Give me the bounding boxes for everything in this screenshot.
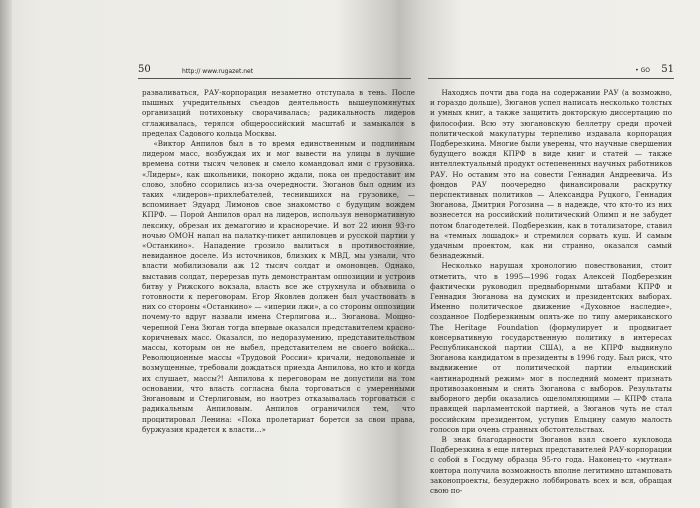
right-paragraph-3: В знак благодарности Зюганов взял своего кукловода Подберезкина в еще пятерых представителей РАУ-корпорации с собой в Госдуму образца 95-го года. Наконец-то «мутная» контора получила возможность вполне легитимно штамповать законопроекты, безудержно лоббировать всех и вся, обращая свою по- xyxy=(430,434,672,495)
right-page-text xyxy=(418,80,676,496)
left-paragraph-1: разваливаться, РАУ-корпорация незаметно отступала в тень. После пышных учредительных съездов деятельность вышеупомянутых организаций потихоньку сворачивалась; радикальность лидеров сглаживалась, терялся общероссийский масштаб и замыкался в пределах Садового кольца Москвы. xyxy=(142,88,415,138)
right-paragraph-1: Находясь почти два года на содержании РАУ (а возможно, и гораздо дольше), Зюганов успел написать несколько толстых и умных книг, а также защитить докторскую диссертацию по философии. Всю эту зюгановскую беллетру среди прочей политической макулатуры терпеливо издавала корпорация Подберезкина. Многие были уверены, что научные свершения будущего вождя КПРФ в виде книг и статей — также интеллектуальный продукт остепененных научных работников РАУ. Но оставим это на совести Геннадия Андреевича. Из фондов РАУ поочередно финансировали раскрутку перспективных политиков — Александра Руцкого, Геннадия Зюганова, Дмитрия Рогозина — в надежде, что кто-то из них вознесется на российский политический Олимп и не забудет потом благодетелей. Подберезкин, как в тотализаторе, ставил на «темных лошадок» и стремился сорвать куш. И самым удачным проектом, как ни странно, оказался самый безнадежный. xyxy=(430,88,672,261)
book-edge xyxy=(0,0,12,508)
left-paragraph-2: «Виктор Анпилов был в то время единственным и подлинным лидером масс, возбуждая их и мог вывести на улицы в лучшие времена сотни тысяч человек и смело командовал ими с грузовика. «Лидеры», как школьники, покорно ждали, пока он предоставит им слово, злобно ссорились из-за очередности. Зюганов был одним из таких «лидеров»-прихлебателей, теснившихся на грузовике, — вспоминает Эдуард Лимонов свое знакомство с будущим вождем КПРФ. — Порой Анпилов орал на лидеров, используя ненормативную лексику, обрезая их демагогию и красноречие. И вот 22 июня 93-го ночью ОМОН напал на палатку-пикет анпиловцев и русской партии у «Останкино». Нападение грозило вылиться в противостояние, невиданное доселе. Из источников, близких к МВД, мы узнали, что власти мобилизовали аж 12 тысяч солдат и омоновцев. Однако, выставив солдат, перерезав путь демонстрантам оппозиции и устроив битву у Рижского вокзала, власть все же струхнула и объявила о готовности к переговорам. Егор Яковлев должен был участвовать в них со стороны «Останкино» — «иперии лжи», а со стороны оппозиции почему-то вдруг назвали имена Стерлигова и... Зюганова. Мощно-черепной Гена Зюган тогда впервые оказался представителем красно-коричневых масс. Оказался, по недоразумению, представительством массы, которым он не выбел, представителем не своего войска... Революционные массы «Трудовой России» кричали, недовольные и возмущенные, требовали дождаться приезда Анпилова, но кто и когда их слушает, массы?! Анпилова к переговорам не допустили на том основании, что власть согласна была торговаться с умеренными Зюгановым и Стерлиговым, но наотрез отказывалась торговаться с радикальным Анпиловым. Анпилов ограничился тем, что процитировал Ленина: «Пока пролетариат борется за свои права, буржуазия крадется к власти…» xyxy=(142,139,415,434)
left-page-text xyxy=(120,80,415,435)
left-page-url: http:// www.rugazet.net xyxy=(182,68,254,75)
right-paragraph-2: Несколько нарушая хронологию повествования, стоит отметить, что в 1995—1996 годах Алексей Подберезкин фактически руководил предвыборными штабами КПРФ и Геннадия Зюганова на думских и президентских выборах. Именно политическое движение «Духовное наследие», созданное Подберезкиным опять-же по типу американского The Heritage Foundation (формулирует и продвигает консервативную государственную политику в интересах Республиканской партии США), а не КПРФ выдвинуло Зюганова кандидатом в президенты в 1996 году. Был риск, что выдвижение от политической партии ельцинский «антинародный режим» мог в последний момент признать противозаконным и снять Зюганова с выборов. Результаты выборного дерби оказались ошеломляющими — КПРФ стала правящей парламентской партией, а Зюганов чуть не стал российским президентом, уступив Ельцину самую малость голосов при очень странных обстоятельствах. xyxy=(430,261,672,434)
right-page xyxy=(418,64,676,504)
left-page xyxy=(120,64,415,504)
left-page-number: 50 xyxy=(138,64,151,75)
left-page-header xyxy=(120,64,415,80)
left-header-rule xyxy=(138,78,411,79)
right-page-number: 51 xyxy=(661,64,674,75)
right-header-rule xyxy=(428,78,674,79)
right-page-header xyxy=(418,64,676,80)
right-header-tag: • GO xyxy=(635,67,650,74)
